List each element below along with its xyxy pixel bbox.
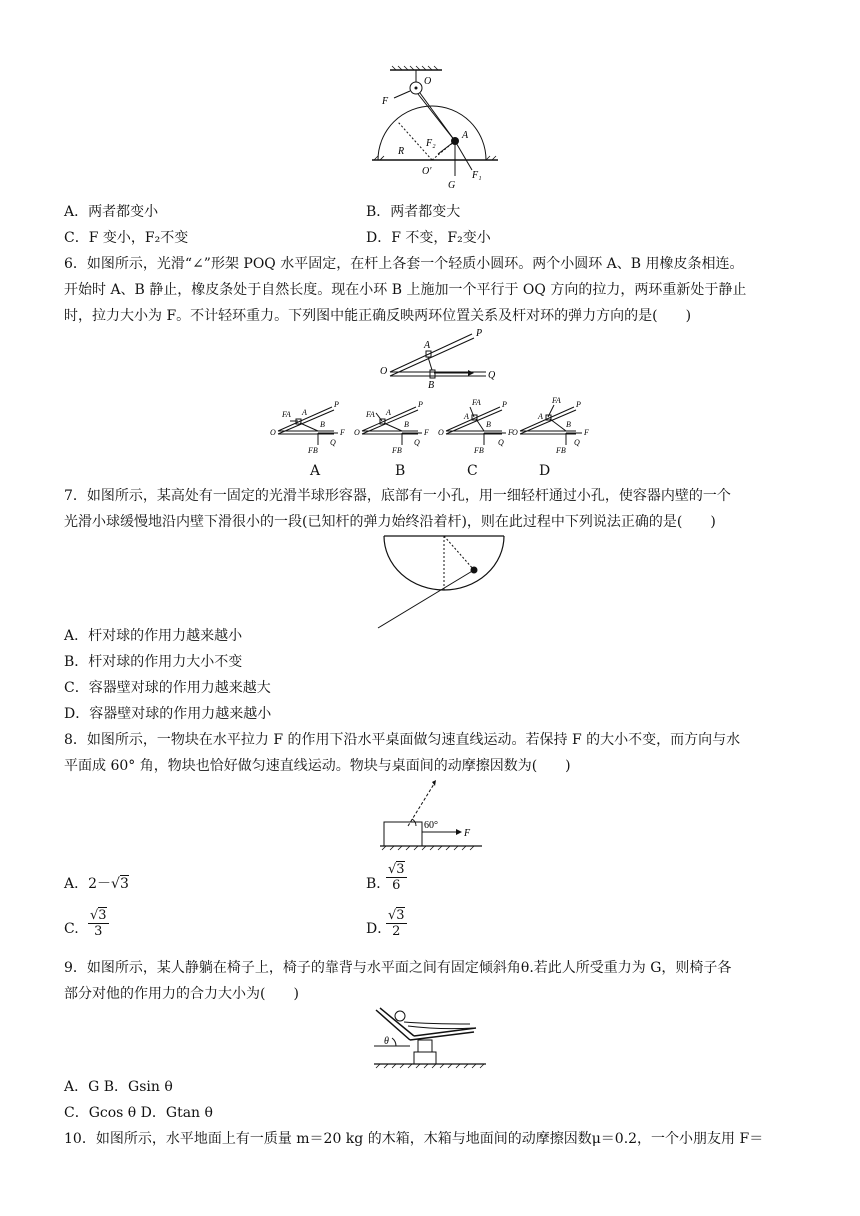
q6b-label-f: F [424, 428, 429, 437]
q8-option-c-fraction[interactable] [88, 908, 109, 939]
q6c-label-q: Q [498, 438, 504, 447]
q5-option-c[interactable]: C．F 变小，F₂不变 [64, 230, 189, 246]
q6d-label-q: Q [574, 438, 580, 447]
q5-label-o-prime: O′ [422, 166, 432, 177]
q5-option-a[interactable]: A．两者都变小 [64, 204, 159, 220]
q6a-label-q: Q [330, 438, 336, 447]
q6a-label-fb: FB [308, 446, 318, 455]
q6-choice-figure-a[interactable] [268, 395, 350, 457]
q8-option-c-numerator: √3 [90, 908, 107, 923]
q8-option-c-label[interactable]: C. [64, 921, 79, 937]
q6-main-label-b: B [428, 380, 435, 388]
q6a-label-p: P [334, 400, 339, 409]
q6d-label-b: B [566, 420, 571, 429]
q8-option-a-prefix: A．2－ [64, 876, 112, 892]
q6d-label-fa: FA [552, 396, 561, 405]
q6-text-line-1: 6．如图所示，光滑“∠”形架 POQ 水平固定，在杆上各套一个轻质小圆环。两个小圆环 A、B 用橡皮条相连。 [64, 256, 744, 272]
q6b-label-fa: FA [366, 410, 375, 419]
q8-option-c-denominator: 3 [94, 924, 103, 939]
q8-option-d-denominator: 2 [392, 924, 401, 939]
q8-figure [376, 778, 486, 858]
q6d-label-p: P [576, 400, 581, 409]
q8-label-f: F [464, 828, 471, 839]
q6-choice-label-d[interactable]: D [539, 463, 551, 479]
q6d-label-o: O [512, 428, 518, 437]
q8-option-a-radicand: 3 [119, 876, 129, 892]
q6a-label-b: B [320, 420, 325, 429]
q6-text-line-2: 开始时 A、B 静止，橡皮条处于自然长度。现在小环 B 上施加一个平行于 OQ 方向的拉力，两环重新处于静止 [64, 282, 747, 298]
q7-option-d[interactable]: D．容器壁对球的作用力越来越小 [64, 706, 272, 722]
q8-option-b-label[interactable]: B． [366, 876, 391, 892]
q5-option-b[interactable]: B．两者都变大 [366, 204, 461, 220]
q6d-label-fb: FB [556, 446, 566, 455]
q6-choice-label-a[interactable]: A [310, 463, 321, 479]
q5-option-d[interactable]: D．F 不变，F₂变小 [366, 230, 491, 246]
q7-option-a[interactable]: A．杆对球的作用力越来越小 [64, 628, 243, 644]
q7-text-line-1: 7．如图所示，某高处有一固定的光滑半球形容器，底部有一小孔，用一细轻杆通过小孔，使容器内壁的一个 [64, 488, 731, 504]
q6c-label-fb: FB [474, 446, 484, 455]
q9-text-line-2: 部分对他的作用力的合力大小为( ) [64, 986, 299, 1002]
q6-main-figure [376, 326, 506, 388]
q8-text-line-1: 8．如图所示，一物块在水平拉力 F 的作用下沿水平桌面做匀速直线运动。若保持 F 的大小不变，而方向与水 [64, 732, 741, 748]
q6-choice-figure-c[interactable] [436, 395, 518, 457]
q6-main-label-a: A [424, 340, 431, 351]
q8-option-d-numerator: √3 [388, 908, 405, 923]
q6c-label-f: F [508, 428, 513, 437]
q8-option-b-denominator: 6 [392, 878, 401, 893]
q5-label-r: R [398, 146, 405, 157]
q8-text-line-2: 平面成 60° 角，物块也恰好做匀速直线运动。物块与桌面间的动摩擦因数为( ) [64, 758, 571, 774]
q6-text-line-3: 时，拉力大小为 F。不计轻环重力。下列图中能正确反映两环位置关系及杆对环的弹力方向的是( ) [64, 308, 692, 324]
q8-option-b-fraction[interactable] [386, 862, 407, 893]
q6d-label-a: A [538, 412, 543, 421]
q6a-label-a: A [302, 408, 307, 417]
q6-choice-figure-d[interactable] [510, 395, 592, 457]
q6c-label-p: P [502, 400, 507, 409]
q6d-label-f: F [584, 428, 589, 437]
q8-option-a-sqrt: √3 [111, 876, 129, 892]
q9-figure [370, 1002, 488, 1072]
q6b-label-fb: FB [392, 446, 402, 455]
q6b-label-q: Q [414, 438, 420, 447]
q5-label-a: A [462, 130, 469, 141]
q7-text-line-2: 光滑小球缓慢地沿内壁下滑很小的一段(已知杆的弹力始终沿着杆)，则在此过程中下列说法正确的是( ) [64, 514, 716, 530]
q5-label-f: F [382, 96, 389, 107]
q6-choice-label-c[interactable]: C [467, 463, 478, 479]
q6a-label-o: O [270, 428, 276, 437]
q6-choice-figure-b[interactable] [352, 395, 434, 457]
q8-label-angle: 60° [424, 820, 438, 831]
q6-main-label-o: O [380, 366, 388, 377]
q6-main-label-q: Q [488, 370, 496, 381]
q5-figure [360, 64, 500, 196]
q9-option-cd[interactable]: C．Gcos θ D．Gtan θ [64, 1105, 213, 1121]
q8-option-b-numerator: √3 [388, 862, 405, 877]
q6c-label-fa: FA [472, 398, 481, 407]
q7-option-b[interactable]: B．杆对球的作用力大小不变 [64, 654, 243, 670]
q5-label-f2: F₂ [426, 138, 436, 149]
q6c-label-o: O [438, 428, 444, 437]
q8-option-d-fraction[interactable] [386, 908, 407, 939]
q6b-label-p: P [418, 400, 423, 409]
q7-option-c[interactable]: C．容器壁对球的作用力越来越大 [64, 680, 271, 696]
q6-choice-label-b[interactable]: B [395, 463, 406, 479]
q6b-label-a: A [386, 408, 391, 417]
q9-label-theta: θ [384, 1036, 389, 1047]
q5-label-g: G [448, 180, 456, 191]
q6-main-label-p: P [476, 328, 483, 339]
q8-option-a[interactable] [64, 875, 129, 893]
q6c-label-b: B [486, 420, 491, 429]
q6b-label-b: B [404, 420, 409, 429]
q6b-label-o: O [354, 428, 360, 437]
q5-label-f1: F₁ [472, 170, 482, 181]
q10-text-line-1: 10．如图所示，水平地面上有一质量 m＝20 kg 的木箱，木箱与地面间的动摩擦因数μ＝0.2，一个小朋友用 F＝ [64, 1131, 764, 1147]
q5-label-o: O [424, 76, 432, 87]
q9-text-line-1: 9．如图所示，某人静躺在椅子上，椅子的靠背与水平面之间有固定倾斜角θ.若此人所受重力为 G，则椅子各 [64, 960, 732, 976]
q6a-label-fa: FA [282, 410, 291, 419]
q9-option-ab[interactable]: A．G B．Gsin θ [64, 1079, 173, 1095]
q8-option-d-label[interactable]: D． [366, 921, 392, 937]
q7-figure [370, 532, 520, 630]
q6a-label-f: F [340, 428, 345, 437]
q6c-label-a: A [464, 412, 469, 421]
